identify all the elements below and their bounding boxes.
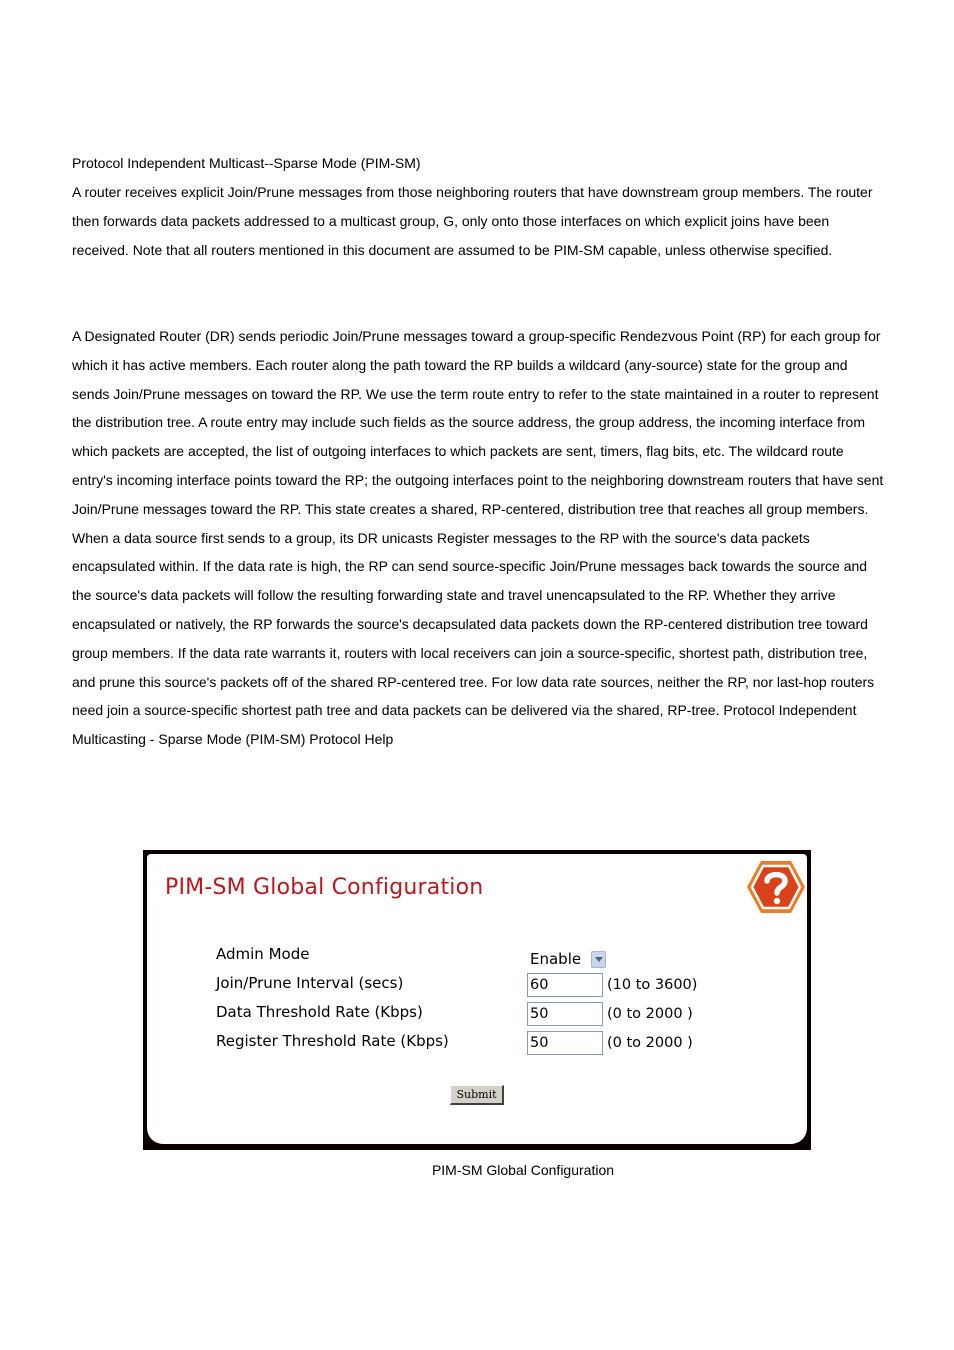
- data-threshold-rate-range: (0 to 2000 ): [607, 1006, 693, 1022]
- register-threshold-rate-label: Register Threshold Rate (Kbps): [216, 1032, 449, 1050]
- register-threshold-rate-input[interactable]: [527, 1031, 603, 1055]
- join-prune-interval-label: Join/Prune Interval (secs): [216, 974, 404, 992]
- register-threshold-rate-range: (0 to 2000 ): [607, 1035, 693, 1051]
- data-threshold-rate-input[interactable]: [527, 1002, 603, 1026]
- join-prune-interval-range: (10 to 3600): [607, 977, 698, 993]
- admin-mode-label: Admin Mode: [216, 945, 310, 963]
- join-prune-interval-input[interactable]: [527, 973, 603, 997]
- figure-caption: PIM-SM Global Configuration: [431, 1162, 615, 1178]
- question-mark-icon[interactable]: [746, 860, 806, 914]
- data-threshold-rate-label: Data Threshold Rate (Kbps): [216, 1003, 423, 1021]
- paragraph-designated-router: A Designated Router (DR) sends periodic Join/Prune messages toward a group-specific Rendezvous Point (RP) for each group for which it has active members. Each router along the path toward the RP builds a wildcard (any-source) state for the group and sends Join/Prune messages on toward the RP. We use the term route entry to refer to the state maintained in a router to represent the distribution tree. A route entry may include such fields as the source address, the group address, the incoming interface from which packets are accepted, the list of outgoing interfaces to which packets are sent, timers, flag bits, etc. The wildcard route entry's incoming interface points toward the RP; the outgoing interfaces point to the neighboring downstream routers that have sent Join/Prune messages toward the RP. This state creates a shared, RP-centered, distribution tree that reaches all group members. When a data source first sends to a group, its DR unicasts Register messages to the RP with the source's data packets encapsulated within. If the data rate is high, the RP can send source-specific Join/Prune messages back towards the source and the source's data packets will follow the resulting forwarding state and travel unencapsulated to the RP. Whether they arrive encapsulated or natively, the RP forwards the source's decapsulated data packets down the RP-centered distribution tree toward group members. If the data rate warrants it, routers with local receivers can join a source-specific, shortest path, distribution tree, and prune this source's packets off of the shared RP-centered tree. For low data rate sources, neither the RP, nor last-hop routers need join a source-specific shortest path tree and data packets can be delivered via the shared, RP-tree. Protocol Independent Multicasting - Sparse Mode (PIM-SM) Protocol Help: [72, 328, 884, 748]
- panel-title: PIM-SM Global Configuration: [165, 875, 484, 900]
- config-panel: [147, 854, 807, 1144]
- admin-mode-value: Enable: [530, 950, 582, 968]
- paragraph-join-prune: A router receives explicit Join/Prune messages from those neighboring routers that have downstream group members. The router then forwards data packets addressed to a multicast group, G, only onto those interfaces on which explicit joins have been received. Note that all routers mentioned in this document are assumed to be PIM-SM capable, unless otherwise specified.: [72, 184, 873, 258]
- chevron-down-icon[interactable]: [591, 951, 606, 968]
- section-heading: Protocol Independent Multicast--Sparse Mode (PIM-SM): [72, 155, 421, 171]
- pim-sm-config-screenshot: [143, 850, 811, 1150]
- submit-button[interactable]: Submit: [450, 1085, 504, 1105]
- admin-mode-select[interactable]: [530, 948, 606, 970]
